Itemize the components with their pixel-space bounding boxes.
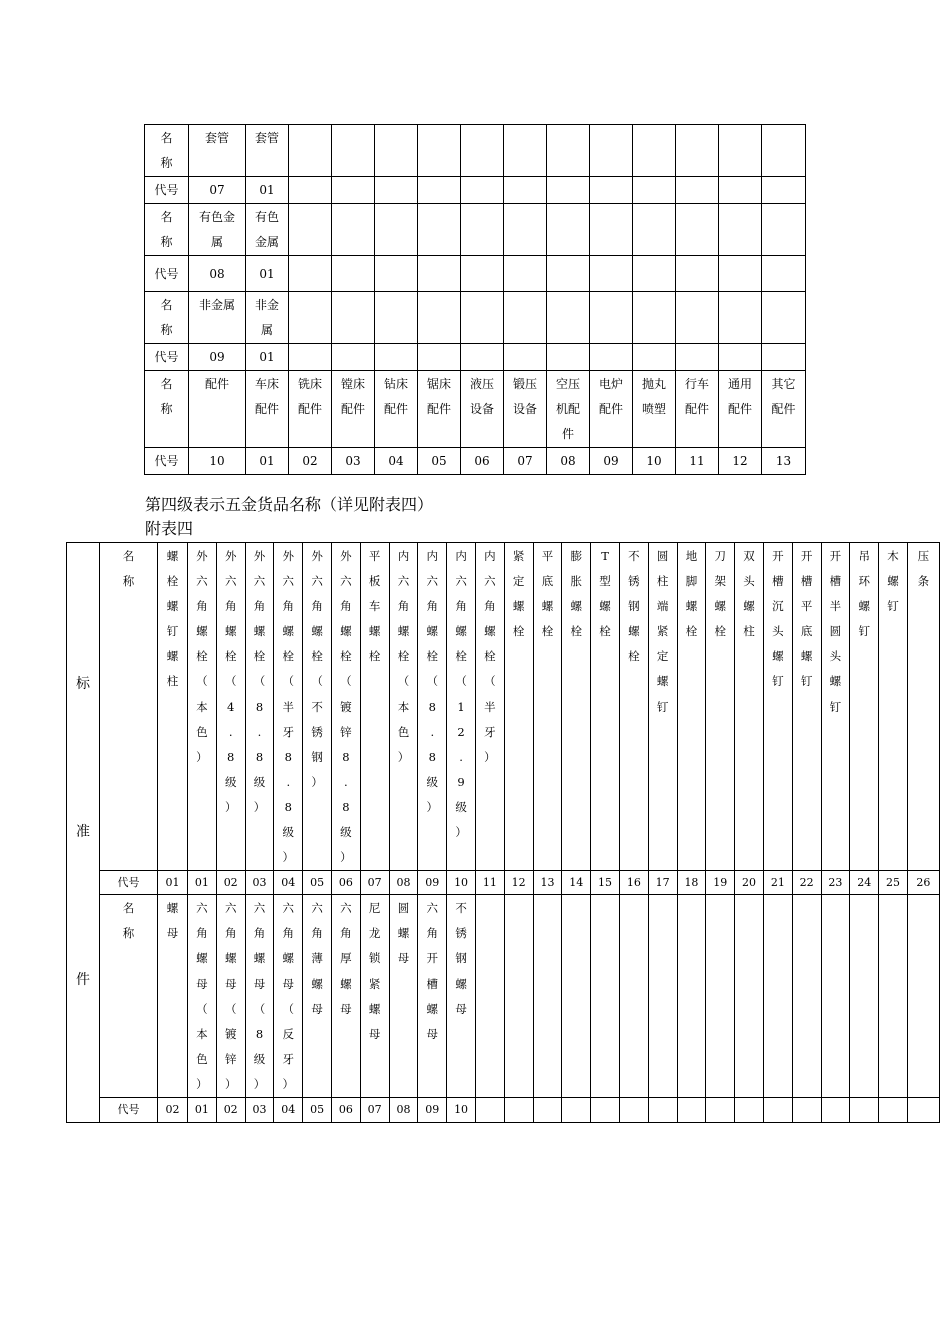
item-name-cell bbox=[475, 895, 504, 1098]
item-code-cell: 03 bbox=[245, 1097, 274, 1122]
item-name-cell: 六 角 螺 母 （ 镀 锌 ） bbox=[216, 895, 245, 1098]
item-code-cell: 07 bbox=[360, 1097, 389, 1122]
item-name-cell: 套管 bbox=[246, 125, 289, 177]
item-name-cell bbox=[461, 292, 504, 344]
item-code-cell bbox=[562, 1097, 591, 1122]
item-name-cell bbox=[533, 895, 562, 1098]
item-code-cell: 08 bbox=[547, 448, 590, 475]
item-code-cell: 05 bbox=[303, 871, 332, 895]
item-name-cell bbox=[590, 204, 633, 256]
item-name-cell: 锯床配件 bbox=[418, 371, 461, 448]
item-name-cell: 木 螺 钉 bbox=[879, 543, 908, 871]
item-code-cell: 09 bbox=[189, 344, 246, 371]
item-code-cell: 08 bbox=[389, 1097, 418, 1122]
item-name-cell: 镗床配件 bbox=[332, 371, 375, 448]
item-code-cell bbox=[590, 177, 633, 204]
item-code-cell: 09 bbox=[418, 1097, 447, 1122]
name-row bbox=[145, 125, 806, 177]
item-name-cell: 内 六 角 螺 栓 （ 半 牙 ） bbox=[475, 543, 504, 871]
item-name-cell bbox=[562, 895, 591, 1098]
item-name-cell: 双 头 螺 柱 bbox=[735, 543, 764, 871]
item-name-cell: 通用配件 bbox=[719, 371, 762, 448]
item-name-cell: 吊 环 螺 钉 bbox=[850, 543, 879, 871]
item-name-cell bbox=[633, 125, 676, 177]
item-name-cell bbox=[547, 204, 590, 256]
bolts-name-row bbox=[67, 543, 940, 871]
name-row bbox=[145, 292, 806, 344]
item-code-cell: 15 bbox=[591, 871, 620, 895]
item-name-cell: 非金属 bbox=[246, 292, 289, 344]
item-name-cell: 开 槽 平 底 螺 钉 bbox=[792, 543, 821, 871]
item-name-cell: 六 角 厚 螺 母 bbox=[331, 895, 360, 1098]
item-code-cell: 07 bbox=[189, 177, 246, 204]
item-name-cell: 开 槽 半 圆 头 螺 钉 bbox=[821, 543, 850, 871]
item-name-cell: 非金属 bbox=[189, 292, 246, 344]
item-name-cell bbox=[375, 125, 418, 177]
item-name-cell: 不 锈 钢 螺 栓 bbox=[619, 543, 648, 871]
item-name-cell: 外 六 角 螺 栓 （ 8 . 8 级 ） bbox=[245, 543, 274, 871]
item-code-cell bbox=[706, 1097, 735, 1122]
item-name-cell: 尼 龙 锁 紧 螺 母 bbox=[360, 895, 389, 1098]
appendix-title: 附表四 bbox=[145, 519, 194, 538]
item-code-cell: 08 bbox=[189, 256, 246, 292]
item-name-cell bbox=[332, 292, 375, 344]
item-code-cell: 06 bbox=[331, 1097, 360, 1122]
item-code-cell: 13 bbox=[533, 871, 562, 895]
item-name-cell bbox=[504, 292, 547, 344]
name-label-cell: 名 称 bbox=[100, 543, 158, 871]
category-label-standard-parts bbox=[67, 543, 100, 1123]
item-code-cell: 10 bbox=[447, 871, 476, 895]
nuts-name-row bbox=[67, 895, 940, 1098]
item-name-cell: T 型 螺 栓 bbox=[591, 543, 620, 871]
item-code-cell: 12 bbox=[719, 448, 762, 475]
item-name-cell: 铣床配件 bbox=[289, 371, 332, 448]
item-name-cell: 内 六 角 螺 栓 （ 本 色 ） bbox=[389, 543, 418, 871]
item-name-cell bbox=[633, 204, 676, 256]
item-name-cell bbox=[461, 125, 504, 177]
item-code-cell bbox=[289, 177, 332, 204]
item-name-cell bbox=[719, 292, 762, 344]
item-code-cell bbox=[418, 177, 461, 204]
item-name-cell bbox=[590, 125, 633, 177]
item-code-cell bbox=[504, 177, 547, 204]
item-code-cell bbox=[676, 256, 719, 292]
name-row bbox=[145, 204, 806, 256]
item-code-cell: 11 bbox=[676, 448, 719, 475]
name-label-cell: 名称 bbox=[145, 292, 189, 344]
item-name-cell: 空压机配件 bbox=[547, 371, 590, 448]
item-name-cell bbox=[418, 292, 461, 344]
item-name-cell: 内 六 角 螺 栓 （ 8 . 8 级 ） bbox=[418, 543, 447, 871]
item-name-cell bbox=[504, 204, 547, 256]
item-code-cell: 07 bbox=[360, 871, 389, 895]
name-label-cell: 名 称 bbox=[100, 895, 158, 1098]
item-code-cell bbox=[792, 1097, 821, 1122]
item-name-cell: 螺 栓 螺 钉 螺 柱 bbox=[158, 543, 188, 871]
item-code-cell: 14 bbox=[562, 871, 591, 895]
name-row bbox=[145, 371, 806, 448]
item-code-cell bbox=[850, 1097, 879, 1122]
item-name-cell: 套管 bbox=[189, 125, 246, 177]
item-name-cell: 内 六 角 螺 栓 （ 1 2 . 9 级 ） bbox=[447, 543, 476, 871]
item-name-cell bbox=[648, 895, 677, 1098]
item-code-cell: 01 bbox=[158, 871, 188, 895]
item-code-cell: 10 bbox=[447, 1097, 476, 1122]
item-name-cell: 外 六 角 螺 栓 （ 4 . 8 级 ） bbox=[216, 543, 245, 871]
item-name-cell: 圆 螺 母 bbox=[389, 895, 418, 1098]
item-code-cell: 04 bbox=[274, 1097, 303, 1122]
item-code-cell: 01 bbox=[246, 177, 289, 204]
item-name-cell bbox=[547, 292, 590, 344]
item-code-cell bbox=[332, 256, 375, 292]
parts-code-table bbox=[144, 124, 806, 475]
item-code-cell bbox=[821, 1097, 850, 1122]
item-code-cell: 10 bbox=[189, 448, 246, 475]
item-code-cell: 06 bbox=[331, 871, 360, 895]
item-code-cell: 01 bbox=[188, 871, 217, 895]
item-code-cell bbox=[762, 256, 806, 292]
item-code-cell: 10 bbox=[633, 448, 676, 475]
code-row bbox=[145, 177, 806, 204]
item-code-cell bbox=[332, 177, 375, 204]
item-name-cell: 开 槽 沉 头 螺 钉 bbox=[763, 543, 792, 871]
item-name-cell bbox=[762, 204, 806, 256]
name-label-cell: 名称 bbox=[145, 204, 189, 256]
item-code-cell bbox=[418, 256, 461, 292]
item-code-cell: 01 bbox=[246, 344, 289, 371]
item-code-cell: 23 bbox=[821, 871, 850, 895]
item-name-cell bbox=[907, 895, 939, 1098]
item-code-cell: 05 bbox=[418, 448, 461, 475]
bolts-code-row bbox=[67, 871, 940, 895]
item-code-cell: 26 bbox=[907, 871, 939, 895]
item-code-cell bbox=[533, 1097, 562, 1122]
item-code-cell bbox=[461, 256, 504, 292]
item-name-cell: 平 底 螺 栓 bbox=[533, 543, 562, 871]
item-code-cell bbox=[475, 1097, 504, 1122]
item-code-cell: 07 bbox=[504, 448, 547, 475]
item-code-cell bbox=[590, 344, 633, 371]
item-code-cell bbox=[677, 1097, 706, 1122]
item-name-cell: 圆 柱 端 紧 定 螺 钉 bbox=[648, 543, 677, 871]
item-name-cell: 钻床配件 bbox=[375, 371, 418, 448]
item-code-cell: 18 bbox=[677, 871, 706, 895]
item-code-cell: 20 bbox=[735, 871, 764, 895]
item-code-cell: 04 bbox=[274, 871, 303, 895]
item-name-cell bbox=[850, 895, 879, 1098]
item-code-cell bbox=[504, 1097, 533, 1122]
item-name-cell: 液压设备 bbox=[461, 371, 504, 448]
item-name-cell bbox=[676, 125, 719, 177]
item-code-cell bbox=[375, 177, 418, 204]
item-name-cell bbox=[375, 292, 418, 344]
nuts-code-row bbox=[67, 1097, 940, 1122]
item-name-cell: 地 脚 螺 栓 bbox=[677, 543, 706, 871]
item-name-cell: 外 六 角 螺 栓 （ 镀 锌 8 . 8 级 ） bbox=[331, 543, 360, 871]
item-name-cell: 外 六 角 螺 栓 （ 不 锈 钢 ） bbox=[303, 543, 332, 871]
category-char: 准 bbox=[76, 824, 90, 841]
item-name-cell: 六 角 薄 螺 母 bbox=[303, 895, 332, 1098]
item-name-cell bbox=[504, 125, 547, 177]
item-code-cell bbox=[719, 256, 762, 292]
item-name-cell: 外 六 角 螺 栓 （ 半 牙 8 . 8 级 ） bbox=[274, 543, 303, 871]
item-code-cell bbox=[648, 1097, 677, 1122]
item-name-cell: 电炉配件 bbox=[590, 371, 633, 448]
name-label-cell: 名称 bbox=[145, 371, 189, 448]
code-row bbox=[145, 256, 806, 292]
item-name-cell bbox=[332, 204, 375, 256]
item-name-cell bbox=[719, 125, 762, 177]
item-code-cell bbox=[633, 256, 676, 292]
item-code-cell bbox=[461, 177, 504, 204]
item-code-cell bbox=[375, 344, 418, 371]
item-code-cell bbox=[591, 1097, 620, 1122]
code-row bbox=[145, 448, 806, 475]
item-name-cell bbox=[792, 895, 821, 1098]
item-code-cell bbox=[547, 177, 590, 204]
item-name-cell: 锻压设备 bbox=[504, 371, 547, 448]
item-code-cell bbox=[590, 256, 633, 292]
item-code-cell bbox=[504, 256, 547, 292]
item-code-cell bbox=[762, 344, 806, 371]
item-code-cell: 16 bbox=[619, 871, 648, 895]
item-code-cell: 05 bbox=[303, 1097, 332, 1122]
item-code-cell: 04 bbox=[375, 448, 418, 475]
item-code-cell: 22 bbox=[792, 871, 821, 895]
item-name-cell: 车床配件 bbox=[246, 371, 289, 448]
item-code-cell: 11 bbox=[475, 871, 504, 895]
item-code-cell: 12 bbox=[504, 871, 533, 895]
item-code-cell: 19 bbox=[706, 871, 735, 895]
code-row bbox=[145, 344, 806, 371]
item-name-cell bbox=[879, 895, 908, 1098]
item-code-cell: 08 bbox=[389, 871, 418, 895]
item-name-cell: 行车配件 bbox=[676, 371, 719, 448]
item-name-cell: 紧 定 螺 栓 bbox=[504, 543, 533, 871]
item-code-cell: 01 bbox=[246, 256, 289, 292]
item-name-cell bbox=[619, 895, 648, 1098]
code-label-cell: 代号 bbox=[145, 256, 189, 292]
item-code-cell bbox=[879, 1097, 908, 1122]
item-name-cell bbox=[418, 125, 461, 177]
item-code-cell bbox=[735, 1097, 764, 1122]
item-name-cell bbox=[735, 895, 764, 1098]
item-code-cell bbox=[547, 344, 590, 371]
item-name-cell: 六 角 开 槽 螺 母 bbox=[418, 895, 447, 1098]
item-code-cell: 25 bbox=[879, 871, 908, 895]
item-code-cell bbox=[289, 344, 332, 371]
section-heading: 第四级表示五金货品名称（详见附表四） bbox=[145, 495, 434, 514]
code-label-cell: 代号 bbox=[100, 871, 158, 895]
item-name-cell bbox=[590, 292, 633, 344]
item-name-cell: 不 锈 钢 螺 母 bbox=[447, 895, 476, 1098]
item-name-cell bbox=[821, 895, 850, 1098]
item-name-cell bbox=[719, 204, 762, 256]
code-label-cell: 代号 bbox=[100, 1097, 158, 1122]
code-label-cell: 代号 bbox=[145, 177, 189, 204]
item-name-cell: 有色金属 bbox=[189, 204, 246, 256]
category-char: 件 bbox=[76, 972, 90, 989]
item-code-cell bbox=[289, 256, 332, 292]
item-code-cell: 17 bbox=[648, 871, 677, 895]
item-name-cell bbox=[418, 204, 461, 256]
item-code-cell: 02 bbox=[216, 871, 245, 895]
item-code-cell bbox=[676, 344, 719, 371]
item-name-cell: 六 角 螺 母 （ 本 色 ） bbox=[188, 895, 217, 1098]
code-label-cell: 代号 bbox=[145, 344, 189, 371]
item-code-cell: 02 bbox=[289, 448, 332, 475]
item-name-cell: 其它配件 bbox=[762, 371, 806, 448]
item-code-cell: 01 bbox=[246, 448, 289, 475]
item-code-cell bbox=[504, 344, 547, 371]
item-name-cell bbox=[375, 204, 418, 256]
item-code-cell bbox=[461, 344, 504, 371]
item-code-cell bbox=[676, 177, 719, 204]
item-name-cell: 螺 母 bbox=[158, 895, 188, 1098]
item-code-cell bbox=[762, 177, 806, 204]
item-code-cell bbox=[719, 344, 762, 371]
item-name-cell: 有色金属 bbox=[246, 204, 289, 256]
item-name-cell: 平 板 车 螺 栓 bbox=[360, 543, 389, 871]
item-code-cell: 02 bbox=[158, 1097, 188, 1122]
item-code-cell: 06 bbox=[461, 448, 504, 475]
item-name-cell: 膨 胀 螺 栓 bbox=[562, 543, 591, 871]
item-code-cell: 09 bbox=[590, 448, 633, 475]
item-name-cell bbox=[676, 204, 719, 256]
item-code-cell: 24 bbox=[850, 871, 879, 895]
item-code-cell: 02 bbox=[216, 1097, 245, 1122]
item-name-cell bbox=[289, 204, 332, 256]
item-code-cell: 13 bbox=[762, 448, 806, 475]
item-code-cell bbox=[418, 344, 461, 371]
item-name-cell bbox=[762, 125, 806, 177]
name-label-cell: 名称 bbox=[145, 125, 189, 177]
item-code-cell: 01 bbox=[188, 1097, 217, 1122]
item-name-cell: 配件 bbox=[189, 371, 246, 448]
item-name-cell bbox=[591, 895, 620, 1098]
item-code-cell: 03 bbox=[245, 871, 274, 895]
item-name-cell bbox=[504, 895, 533, 1098]
item-name-cell bbox=[289, 125, 332, 177]
code-label-cell: 代号 bbox=[145, 448, 189, 475]
item-code-cell bbox=[719, 177, 762, 204]
item-name-cell: 刀 架 螺 栓 bbox=[706, 543, 735, 871]
item-code-cell bbox=[619, 1097, 648, 1122]
item-code-cell: 21 bbox=[763, 871, 792, 895]
category-char: 标 bbox=[76, 676, 90, 693]
item-name-cell bbox=[547, 125, 590, 177]
item-name-cell bbox=[461, 204, 504, 256]
item-code-cell bbox=[763, 1097, 792, 1122]
item-name-cell: 六 角 螺 母 （ 8 级 ） bbox=[245, 895, 274, 1098]
item-name-cell: 压 条 bbox=[907, 543, 939, 871]
item-code-cell bbox=[633, 177, 676, 204]
item-code-cell: 09 bbox=[418, 871, 447, 895]
item-name-cell bbox=[762, 292, 806, 344]
item-name-cell bbox=[763, 895, 792, 1098]
item-code-cell bbox=[547, 256, 590, 292]
item-code-cell bbox=[907, 1097, 939, 1122]
item-name-cell bbox=[332, 125, 375, 177]
item-code-cell bbox=[332, 344, 375, 371]
item-name-cell: 抛丸喷塑 bbox=[633, 371, 676, 448]
item-code-cell bbox=[633, 344, 676, 371]
item-name-cell bbox=[289, 292, 332, 344]
item-name-cell: 外 六 角 螺 栓 （ 本 色 ） bbox=[188, 543, 217, 871]
item-name-cell bbox=[676, 292, 719, 344]
standard-parts-table bbox=[66, 542, 940, 1123]
item-code-cell: 03 bbox=[332, 448, 375, 475]
item-code-cell bbox=[375, 256, 418, 292]
item-name-cell: 六 角 螺 母 （ 反 牙 ） bbox=[274, 895, 303, 1098]
item-name-cell bbox=[677, 895, 706, 1098]
item-name-cell bbox=[633, 292, 676, 344]
item-name-cell bbox=[706, 895, 735, 1098]
